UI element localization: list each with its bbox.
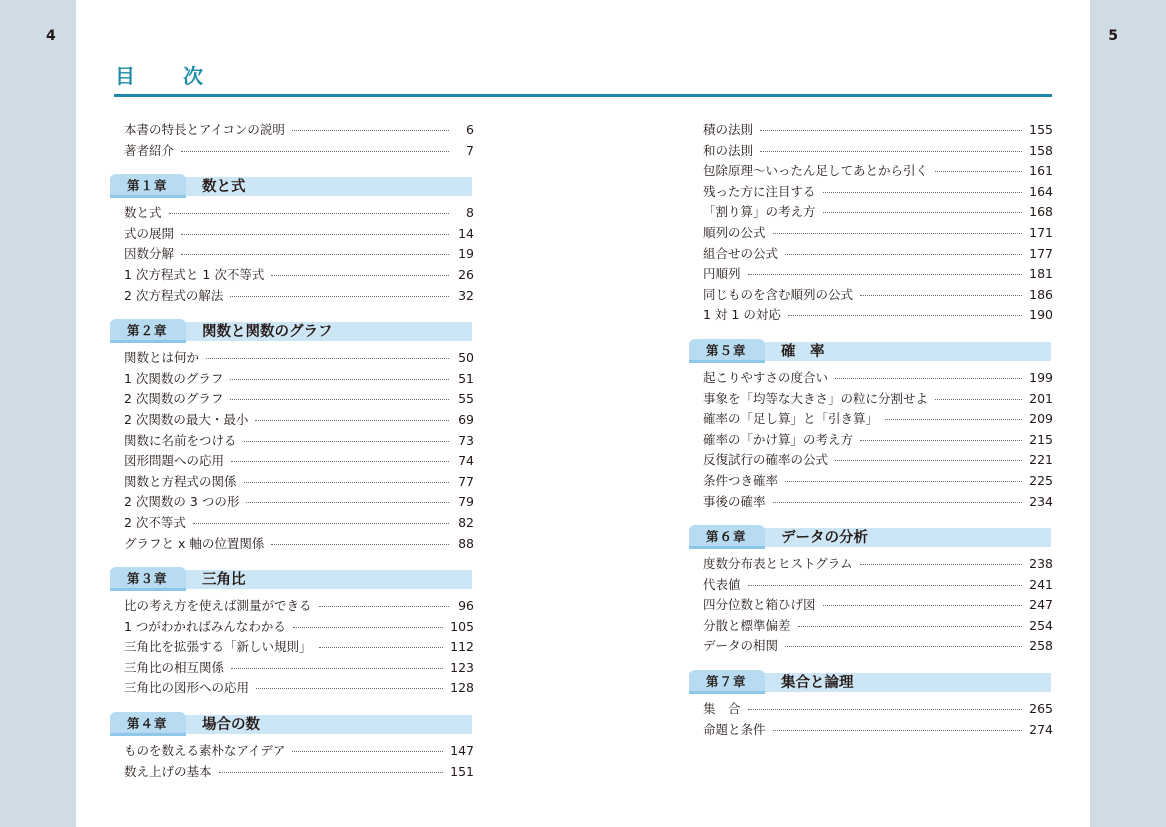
toc-entry-label: 1 対 1 の対応 bbox=[703, 307, 781, 323]
leader-dots bbox=[181, 233, 449, 235]
toc-entry[interactable] bbox=[703, 636, 1053, 657]
chapter-heading[interactable] bbox=[689, 525, 1051, 549]
toc-entry[interactable] bbox=[703, 285, 1053, 306]
leader-dots bbox=[246, 501, 449, 503]
toc-entry[interactable] bbox=[124, 513, 474, 534]
toc-entry[interactable] bbox=[124, 224, 474, 245]
leader-dots bbox=[860, 563, 1023, 565]
chapter-heading[interactable] bbox=[689, 339, 1051, 363]
leader-dots bbox=[785, 645, 1022, 647]
toc-entry[interactable] bbox=[124, 265, 474, 286]
leader-dots bbox=[860, 294, 1022, 296]
chapter-title: 集合と論理 bbox=[781, 675, 854, 692]
toc-entry-label: 起こりやすさの度合い bbox=[703, 369, 829, 385]
toc-entry[interactable] bbox=[124, 596, 474, 617]
toc-entry[interactable] bbox=[124, 244, 474, 265]
toc-column-right bbox=[703, 120, 1053, 740]
toc-entry-page: 234 bbox=[1029, 493, 1053, 509]
toc-entry[interactable] bbox=[703, 389, 1053, 410]
toc-entry-page: 50 bbox=[458, 350, 474, 366]
leader-dots bbox=[256, 687, 443, 689]
toc-entry-label: 図形問題への応用 bbox=[124, 453, 225, 469]
toc-entry-page: 168 bbox=[1029, 204, 1053, 220]
toc-entry[interactable] bbox=[124, 617, 474, 638]
toc-entry-label: 1 次関数のグラフ bbox=[124, 370, 224, 386]
toc-entry-label: 命題と条件 bbox=[703, 721, 766, 737]
toc-entry-page: 155 bbox=[1029, 122, 1053, 137]
toc-entry[interactable] bbox=[703, 368, 1053, 389]
chapter-number: 第４章 bbox=[127, 716, 168, 732]
toc-entry-label: 組合せの公式 bbox=[703, 245, 779, 261]
toc-entry-label: 比の考え方を使えば測量ができる bbox=[124, 598, 312, 614]
leader-dots bbox=[231, 460, 449, 462]
toc-entry-label: データの相関 bbox=[703, 638, 779, 654]
toc-entry-page: 6 bbox=[466, 122, 474, 137]
toc-entry-page: 82 bbox=[458, 514, 474, 530]
toc-entry[interactable] bbox=[703, 141, 1053, 162]
toc-entry-page: 96 bbox=[458, 598, 474, 614]
leader-dots bbox=[219, 771, 444, 773]
leader-dots bbox=[748, 708, 1023, 710]
toc-entry-label: 1 つがわかればみんなわかる bbox=[124, 618, 286, 634]
leader-dots bbox=[760, 150, 1022, 152]
chapter-number: 第１章 bbox=[127, 178, 168, 194]
toc-entry[interactable] bbox=[124, 472, 474, 493]
toc-entry[interactable] bbox=[124, 410, 474, 431]
leader-dots bbox=[230, 295, 449, 297]
chapter-title: 確 率 bbox=[781, 343, 825, 360]
toc-entry-page: 19 bbox=[458, 246, 474, 262]
toc-entry-page: 181 bbox=[1029, 266, 1053, 282]
toc-entry[interactable] bbox=[703, 264, 1053, 285]
toc-entry-label: 確率の「かけ算」の考え方 bbox=[703, 431, 854, 447]
leader-dots bbox=[230, 398, 449, 400]
chapter-heading[interactable] bbox=[110, 712, 472, 736]
chapter-number: 第６章 bbox=[706, 529, 747, 545]
leader-dots bbox=[181, 253, 449, 255]
toc-entry-label: 事後の確率 bbox=[703, 493, 766, 509]
leader-dots bbox=[292, 129, 449, 131]
toc-entry[interactable] bbox=[703, 595, 1053, 616]
toc-entry-page: 51 bbox=[458, 370, 474, 386]
toc-entry-label: 式の展開 bbox=[124, 225, 175, 241]
toc-entry-label: 本書の特長とアイコンの説明 bbox=[124, 122, 285, 137]
toc-entry[interactable] bbox=[703, 699, 1053, 720]
toc-entry-page: 123 bbox=[450, 659, 474, 675]
toc-entry-label: 数と式 bbox=[124, 205, 162, 221]
leader-dots bbox=[773, 232, 1023, 234]
toc-entry-page: 215 bbox=[1029, 431, 1053, 447]
toc-entry-label: 2 次不等式 bbox=[124, 514, 186, 530]
page-number-left: 4 bbox=[46, 28, 56, 44]
toc-entry-label: 分散と標準偏差 bbox=[703, 617, 791, 633]
leader-dots bbox=[169, 212, 449, 214]
toc-entry-page: 32 bbox=[458, 287, 474, 303]
toc-entry-page: 112 bbox=[450, 639, 474, 655]
toc-entry-page: 158 bbox=[1029, 142, 1053, 158]
chapter-number: 第３章 bbox=[127, 571, 168, 587]
leader-dots bbox=[798, 625, 1023, 627]
toc-entry[interactable] bbox=[703, 182, 1053, 203]
leader-dots bbox=[885, 418, 1022, 420]
leader-dots bbox=[760, 129, 1022, 131]
chapter-heading[interactable] bbox=[110, 567, 472, 591]
toc-entry-label: 円順列 bbox=[703, 266, 741, 282]
toc-entry-label: 集 合 bbox=[703, 701, 741, 717]
leader-dots bbox=[271, 543, 449, 545]
toc-entry[interactable] bbox=[124, 678, 474, 699]
toc-entry[interactable] bbox=[703, 616, 1053, 637]
toc-entry[interactable] bbox=[703, 120, 1053, 141]
leader-dots bbox=[293, 626, 443, 628]
toc-entry-page: 14 bbox=[458, 225, 474, 241]
toc-entry[interactable] bbox=[124, 492, 474, 513]
toc-entry-page: 7 bbox=[466, 142, 474, 158]
toc-entry[interactable] bbox=[703, 575, 1053, 596]
leader-dots bbox=[773, 501, 1023, 503]
toc-entry-page: 201 bbox=[1029, 390, 1053, 406]
toc-entry-page: 77 bbox=[458, 473, 474, 489]
chapter-heading[interactable] bbox=[689, 670, 1051, 694]
toc-entry[interactable] bbox=[124, 141, 474, 162]
leader-dots bbox=[230, 378, 449, 380]
leader-dots bbox=[231, 667, 443, 669]
leader-dots bbox=[788, 314, 1022, 316]
toc-entry-page: 164 bbox=[1029, 183, 1053, 199]
toc-entry-page: 190 bbox=[1029, 307, 1053, 323]
leader-dots bbox=[785, 253, 1022, 255]
toc-entry-page: 225 bbox=[1029, 472, 1053, 488]
toc-entry[interactable] bbox=[124, 286, 474, 307]
toc-entry[interactable] bbox=[124, 741, 474, 762]
toc-entry[interactable] bbox=[703, 450, 1053, 471]
toc-entry-label: 条件つき確率 bbox=[703, 472, 779, 488]
leader-dots bbox=[823, 211, 1023, 213]
toc-entry[interactable] bbox=[703, 223, 1053, 244]
toc-entry-label: 関数に名前をつける bbox=[124, 432, 237, 448]
chapter-title: データの分析 bbox=[781, 530, 868, 547]
toc-entry-page: 209 bbox=[1029, 411, 1053, 427]
leader-dots bbox=[193, 522, 449, 524]
toc-entry-page: 69 bbox=[458, 411, 474, 427]
toc-entry-label: グラフと x 軸の位置関係 bbox=[124, 535, 265, 551]
toc-entry-page: 186 bbox=[1029, 286, 1053, 302]
toc-entry-label: 四分位数と箱ひげ図 bbox=[703, 597, 816, 613]
title-rule bbox=[114, 94, 1052, 97]
toc-entry[interactable] bbox=[703, 409, 1053, 430]
toc-entry[interactable] bbox=[703, 244, 1053, 265]
toc-entry-label: 事象を「均等な大きさ」の粒に分割せよ bbox=[703, 390, 929, 406]
leader-dots bbox=[935, 398, 1022, 400]
toc-entry[interactable] bbox=[703, 430, 1053, 451]
toc-entry-page: 247 bbox=[1029, 597, 1053, 613]
toc-entry-label: 「割り算」の考え方 bbox=[703, 204, 816, 220]
toc-entry-page: 161 bbox=[1029, 163, 1053, 179]
toc-entry[interactable] bbox=[124, 348, 474, 369]
chapter-title: 場合の数 bbox=[202, 717, 260, 734]
leader-dots bbox=[785, 480, 1022, 482]
toc-entry[interactable] bbox=[124, 389, 474, 410]
leader-dots bbox=[271, 274, 449, 276]
leader-dots bbox=[244, 481, 449, 483]
toc-entry-label: 度数分布表とヒストグラム bbox=[703, 556, 853, 572]
toc-entry[interactable] bbox=[703, 202, 1053, 223]
toc-title: 目 次 bbox=[115, 64, 217, 88]
left-page-margin bbox=[0, 0, 76, 827]
toc-entry-label: 三角比を拡張する「新しい規則」 bbox=[124, 639, 312, 655]
toc-entry-page: 274 bbox=[1029, 721, 1053, 737]
toc-entry[interactable] bbox=[124, 534, 474, 555]
toc-entry[interactable] bbox=[124, 203, 474, 224]
toc-column-left bbox=[124, 120, 474, 782]
toc-entry-label: 2 次方程式の解法 bbox=[124, 287, 224, 303]
toc-entry-label: 関数と方程式の関係 bbox=[124, 473, 237, 489]
leader-dots bbox=[823, 604, 1023, 606]
leader-dots bbox=[206, 357, 449, 359]
toc-entry[interactable] bbox=[124, 637, 474, 658]
toc-entry-label: 積の法則 bbox=[703, 122, 754, 137]
toc-entry-label: 確率の「足し算」と「引き算」 bbox=[703, 411, 879, 427]
toc-entry-page: 258 bbox=[1029, 638, 1053, 654]
toc-entry[interactable] bbox=[703, 492, 1053, 513]
toc-entry-label: 2 次関数の 3 つの形 bbox=[124, 494, 240, 510]
toc-entry[interactable] bbox=[124, 369, 474, 390]
toc-entry-page: 55 bbox=[458, 391, 474, 407]
leader-dots bbox=[823, 191, 1023, 193]
toc-entry[interactable] bbox=[124, 120, 474, 141]
toc-entry-page: 74 bbox=[458, 453, 474, 469]
toc-entry-page: 26 bbox=[458, 266, 474, 282]
toc-entry-page: 238 bbox=[1029, 556, 1053, 572]
leader-dots bbox=[319, 646, 444, 648]
toc-entry-page: 73 bbox=[458, 432, 474, 448]
toc-entry[interactable] bbox=[124, 762, 474, 783]
toc-entry-page: 151 bbox=[450, 763, 474, 779]
toc-entry-page: 8 bbox=[466, 205, 474, 221]
toc-entry-label: 包除原理～いったん足してあとから引く bbox=[703, 163, 929, 179]
leader-dots bbox=[244, 440, 449, 442]
chapter-number: 第７章 bbox=[706, 674, 747, 690]
leader-dots bbox=[835, 459, 1022, 461]
toc-entry-page: 79 bbox=[458, 494, 474, 510]
chapter-heading[interactable] bbox=[110, 319, 472, 343]
toc-entry[interactable] bbox=[703, 720, 1053, 741]
toc-entry-page: 265 bbox=[1029, 701, 1053, 717]
toc-entry-label: 残った方に注目する bbox=[703, 183, 816, 199]
toc-entry-label: 同じものを含む順列の公式 bbox=[703, 286, 854, 302]
toc-entry-label: 三角比の図形への応用 bbox=[124, 680, 250, 696]
toc-entry-label: 著者紹介 bbox=[124, 142, 175, 158]
chapter-title: 三角比 bbox=[202, 572, 246, 589]
right-page-margin bbox=[1090, 0, 1166, 827]
toc-entry-label: 因数分解 bbox=[124, 246, 175, 262]
toc-entry-page: 147 bbox=[450, 743, 474, 759]
leader-dots bbox=[748, 584, 1023, 586]
toc-entry-page: 177 bbox=[1029, 245, 1053, 261]
leader-dots bbox=[835, 377, 1022, 379]
chapter-heading[interactable] bbox=[110, 174, 472, 198]
toc-entry-label: 和の法則 bbox=[703, 142, 754, 158]
toc-entry[interactable] bbox=[124, 431, 474, 452]
leader-dots bbox=[181, 150, 449, 152]
chapter-title: 関数と関数のグラフ bbox=[202, 324, 333, 341]
toc-entry-page: 88 bbox=[458, 535, 474, 551]
toc-entry[interactable] bbox=[124, 451, 474, 472]
toc-entry-label: 代表値 bbox=[703, 576, 741, 592]
toc-entry-label: 2 次関数のグラフ bbox=[124, 391, 224, 407]
toc-entry-page: 241 bbox=[1029, 576, 1053, 592]
toc-entry[interactable] bbox=[703, 305, 1053, 326]
leader-dots bbox=[255, 419, 449, 421]
toc-entry-label: 1 次方程式と 1 次不等式 bbox=[124, 266, 265, 282]
chapter-number: 第５章 bbox=[706, 342, 747, 358]
toc-entry-label: 数え上げの基本 bbox=[124, 763, 212, 779]
leader-dots bbox=[860, 439, 1022, 441]
leader-dots bbox=[748, 273, 1023, 275]
chapter-title: 数と式 bbox=[202, 179, 246, 196]
toc-entry-page: 254 bbox=[1029, 617, 1053, 633]
toc-entry-label: 反復試行の確率の公式 bbox=[703, 452, 829, 468]
toc-entry-label: 三角比の相互関係 bbox=[124, 659, 225, 675]
toc-entry[interactable] bbox=[124, 658, 474, 679]
toc-entry-page: 221 bbox=[1029, 452, 1053, 468]
toc-entry-page: 199 bbox=[1029, 369, 1053, 385]
toc-entry-label: 2 次関数の最大・最小 bbox=[124, 411, 249, 427]
leader-dots bbox=[935, 170, 1022, 172]
chapter-number: 第２章 bbox=[127, 323, 168, 339]
toc-entry-page: 171 bbox=[1029, 224, 1053, 240]
leader-dots bbox=[319, 605, 449, 607]
toc-entry-page: 105 bbox=[450, 618, 474, 634]
toc-entry[interactable] bbox=[703, 471, 1053, 492]
toc-entry-page: 128 bbox=[450, 680, 474, 696]
toc-entry[interactable] bbox=[703, 554, 1053, 575]
toc-entry-label: 順列の公式 bbox=[703, 224, 766, 240]
page-number-right: 5 bbox=[1108, 28, 1118, 44]
leader-dots bbox=[773, 729, 1023, 731]
toc-entry[interactable] bbox=[703, 161, 1053, 182]
toc-entry-label: ものを数える素朴なアイデア bbox=[124, 743, 286, 759]
leader-dots bbox=[292, 750, 443, 752]
toc-entry-label: 関数とは何か bbox=[124, 350, 200, 366]
